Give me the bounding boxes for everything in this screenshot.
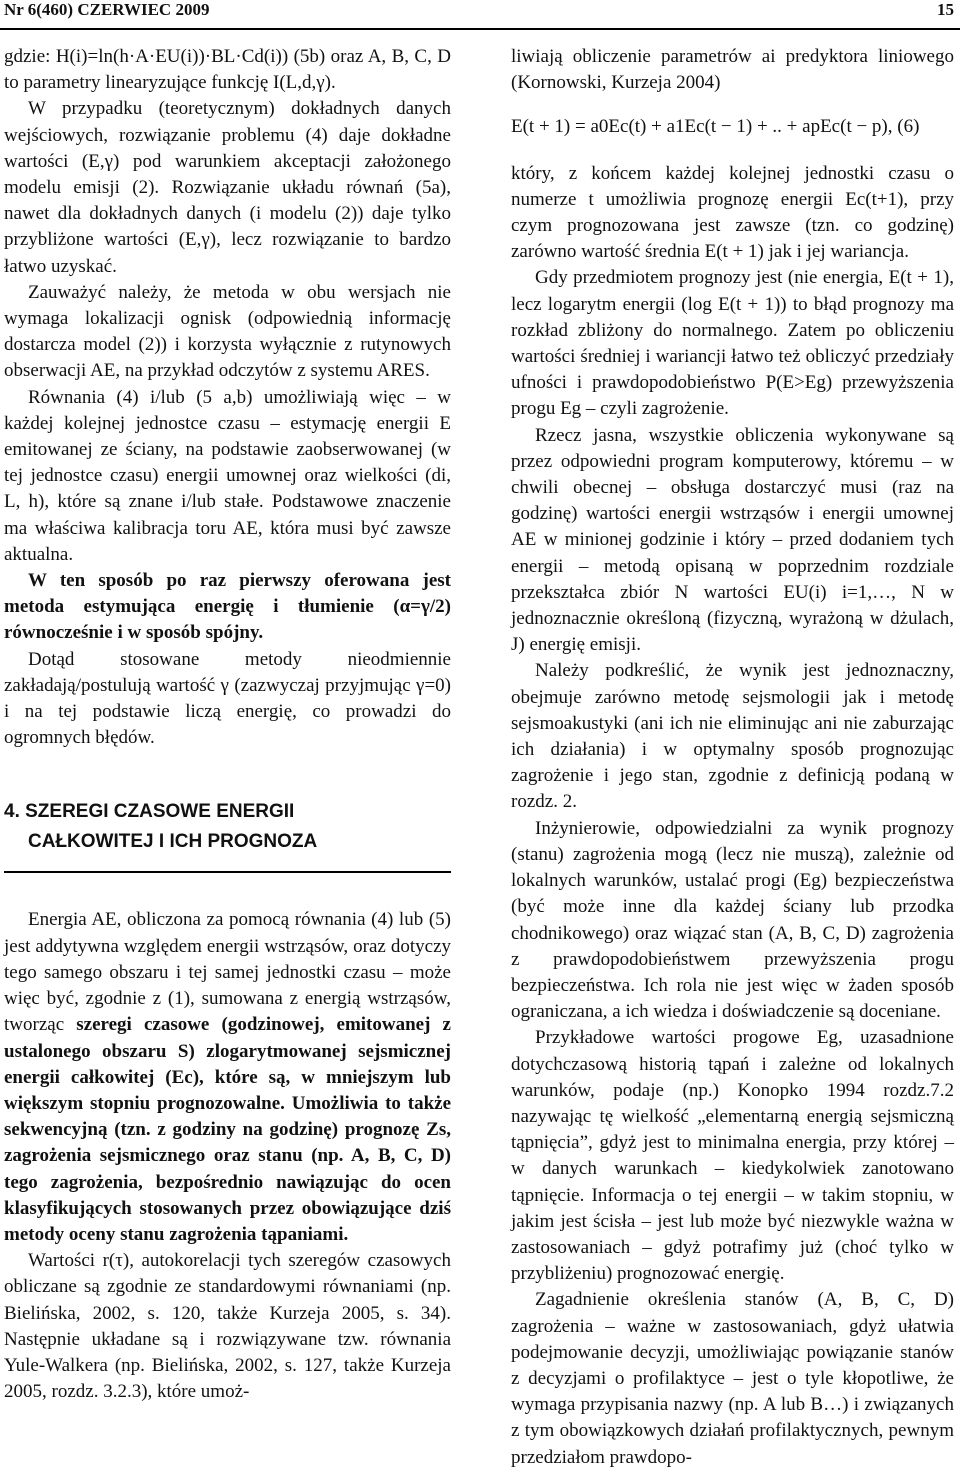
paragraph-exact-data: W przypadku (teoretycznym) dokładnych danych wejściowych, rozwiązanie problemu (4) daje dokładne wartości (E,γ) pod warunkiem akceptacji założonego modelu emisji (2). Rozwiązanie układu równań (5a), nawet dla dokładnych danych (i modelu (2)) daje tylko przybliżone wartości (E,γ), lecz rozwiązanie to bardzo łatwo uzyskać.	[4, 98, 451, 277]
energy-ae-bold-text: szeregi czasowe (godzinowej, emitowanej z ustalonego obszaru S) zlogarytmowanej sejsmicznej energii całkowitej (Ec), które są, w mniejszym lub większym stopniu prognozowalne. Umożliwia to także sekwencyjną (tzn. z godziny na godzinę) prognozę Zs, zagrożenia sejsmicznego oraz stanu (np. A, B, C, D) tego zagrożenia, bezpośrednio nawiązując do ocen klasyfikujących stosowanych przez obowiązujące dziś metody oceny stanu zagrożenia tąpaniami.	[4, 1014, 451, 1245]
equation-6: E(t + 1) = a0Ec(t) + a1Ec(t − 1) + .. + apEc(t − p), (6)	[511, 116, 920, 138]
section-divider	[4, 871, 451, 873]
paragraph-threshold-values: Przykładowe wartości progowe Eg, uzasadnione dotychczasową historią tąpań i zależne od lokalnych warunków, podaje (np.) Konopko 1994 rozdz.7.2 nazywając tę wielkość „elementarną energią sejsmiczną tąpnięcia”, gdyż jest to minimalna energia, przy której – w danych warunkach – kiedykolwiek zanotowano tąpnięcie. Informacja o tej energii – w takim stopniu, w jakim jest ścisła – jest lub może być niezwykle ważna w zastosowaniach – gdyż potrafimy już (choć tylko w przybliżeniu) prognozować energię.	[511, 1027, 954, 1285]
paragraph-first-method: W ten sposób po raz pierwszy oferowana jest metoda estymująca energię i tłumienie (α=γ/2) równocześnie i w sposób spójny.	[4, 570, 451, 644]
right-column	[511, 44, 954, 1471]
paragraph-log-energy: Gdy przedmiotem prognozy jest (nie energia, E(t + 1), lecz logarytm energii (log E(t + 1)) to błąd prognozy ma rozkład zbliżony do normalnego. Zatem po obliczeniu wartości średniej i wariancji łatwo też obliczyć przedziały ufności i prawdopodobieństwo P(E>Eg) przewyższenia progu Eg – czyli zagrożenie.	[511, 267, 954, 420]
paragraph-energy-ae	[4, 907, 451, 1248]
paragraph-localization: Zauważyć należy, że metoda w obu wersjach nie wymaga lokalizacji ognisk (odpowiednią informację dostarcza model (2)) i korzysta wyłącznie z rutynowych obserwacji AE, na przykład odczytów z systemu ARES.	[4, 281, 451, 382]
paragraph-forecast: który, z końcem każdej kolejnej jednostki czasu o numerze t umożliwia prognozę energii Ec(t+1), przy czym prognozowana jest zawsze (tzn. co godzinę) zarówno wartość średnia E(t + 1) jak i jej wariancja.	[511, 162, 954, 263]
issue-label: Nr 6(460) CZERWIEC 2009	[4, 0, 210, 19]
paragraph-equations-4-5: Równania (4) i/lub (5 a,b) umożliwiają więc – w każdej kolejnej jednostce czasu – estymację energii E emitowanej ze ściany, na podstawie zaobserwowanej (w tej jednostce czasu) energii umownej oraz wielkości (di, L, h), które są znane i/lub stałe. Podstawowe znaczenie ma właściwa kalibracja toru AE, która musi być zawsze aktualna.	[4, 386, 451, 565]
page-number: 15	[937, 0, 954, 19]
paragraph-states: Zagadnienie określenia stanów (A, B, C, D) zagrożenia – ważne w zastosowaniach, gdyż ułatwia podejmowanie decyzji, umożliwiając powiązanie stanów z decyzjami o profilaktyce – jest o tyle kłopotliwe, że wymaga przypisania nazwy (np. A lub B…) i związanych z tym obowiązkowych działań profilaktycznych, pewnym przedziałom prawdopo-	[511, 1289, 954, 1468]
paragraph-autocorrelation: Wartości r(τ), autokorelacji tych szeregów czasowych obliczane są zgodnie ze standardowymi równaniami (np. Bielińska, 2002, s. 120, także Kurzeja 2005, s. 34). Następnie układane są i rozwiązywane tzw. równania Yule-Walkera (np. Bielińska, 2002, s. 127, także Kurzeja 2005, rozdz. 3.2.3), które umoż-	[4, 1250, 451, 1403]
left-column	[4, 44, 451, 1405]
paragraph-computations: Rzecz jasna, wszystkie obliczenia wykonywane są przez odpowiedni program komputerowy, któremu – w chwili obecnej – obsługa dostarczyć musi (raz na godzinę) wartości energii wstrząsów i energii umownej AE w minionej godzinie i który – przed dodaniem tych energii – metodą opisaną w poprzednim rozdziale przekształca zbiór N wartości EU(i) i=1,…, N w jednoznacznie określoną (fizyczną, wyrażoną w dżulach, J) energię emisji.	[511, 424, 954, 656]
paragraph-predictor: liwiają obliczenie parametrów ai predyktora liniowego (Kornowski, Kurzeja 2004)	[511, 46, 954, 94]
page-header	[0, 0, 960, 30]
energy-ae-text: Energia AE, obliczona za pomocą równania (4) lub (5) jest addytywna względem energii wstrząsów, oraz dotyczy tego samego obszaru i tej samej jednostki czasu – może więc być, zgodnie z (1), sumowana z energią wstrząsów, tworząc	[4, 909, 451, 1036]
section-heading-line1: 4. SZEREGI CZASOWE ENERGII	[4, 801, 295, 823]
paragraph-engineers: Inżynierowie, odpowiedzialni za wynik prognozy (stanu) zagrożenia mogą (lecz nie muszą), zależnie od lokalnych warunków, ustalać progi (Eg) bezpieczeństwa (być może inne dla każdej ściany lub przodka chodnikowego) oraz wiązać stan (A, B, C, D) zagrożenia z prawdopodobieństwem przewyższenia progu bezpieczeństwa. Ich rola nie jest więc w żaden sposób ograniczana, a ich wiedza i doświadczenie są doceniane.	[511, 817, 954, 1023]
section-heading	[4, 797, 451, 857]
paragraph-previous-methods: Dotąd stosowane metody nieodmiennie zakładają/postulują wartość γ (zazwyczaj przyjmując γ=0) i na tej podstawie liczą energię, co prowadzi do ogromnych błędów.	[4, 648, 451, 749]
section-heading-line2: CAŁKOWITEJ I ICH PROGNOZA	[28, 831, 318, 853]
paragraph-equation-5b: gdzie: H(i)=ln(h·A·EU(i))·BL·Cd(i)) (5b) oraz A, B, C, D to parametry linearyzujące funkcję I(L,d,γ).	[4, 46, 451, 94]
paragraph-result: Należy podkreślić, że wynik jest jednoznaczny, obejmuje zarówno metodę sejsmologii jak i metodę sejsmoakustyki (ani ich nie eliminując ani nie zaburzając ich działania) i w optymalny sposób prognozując zagrożenie i jego stan, zgodnie z definicją podaną w rozdz. 2.	[511, 660, 954, 813]
